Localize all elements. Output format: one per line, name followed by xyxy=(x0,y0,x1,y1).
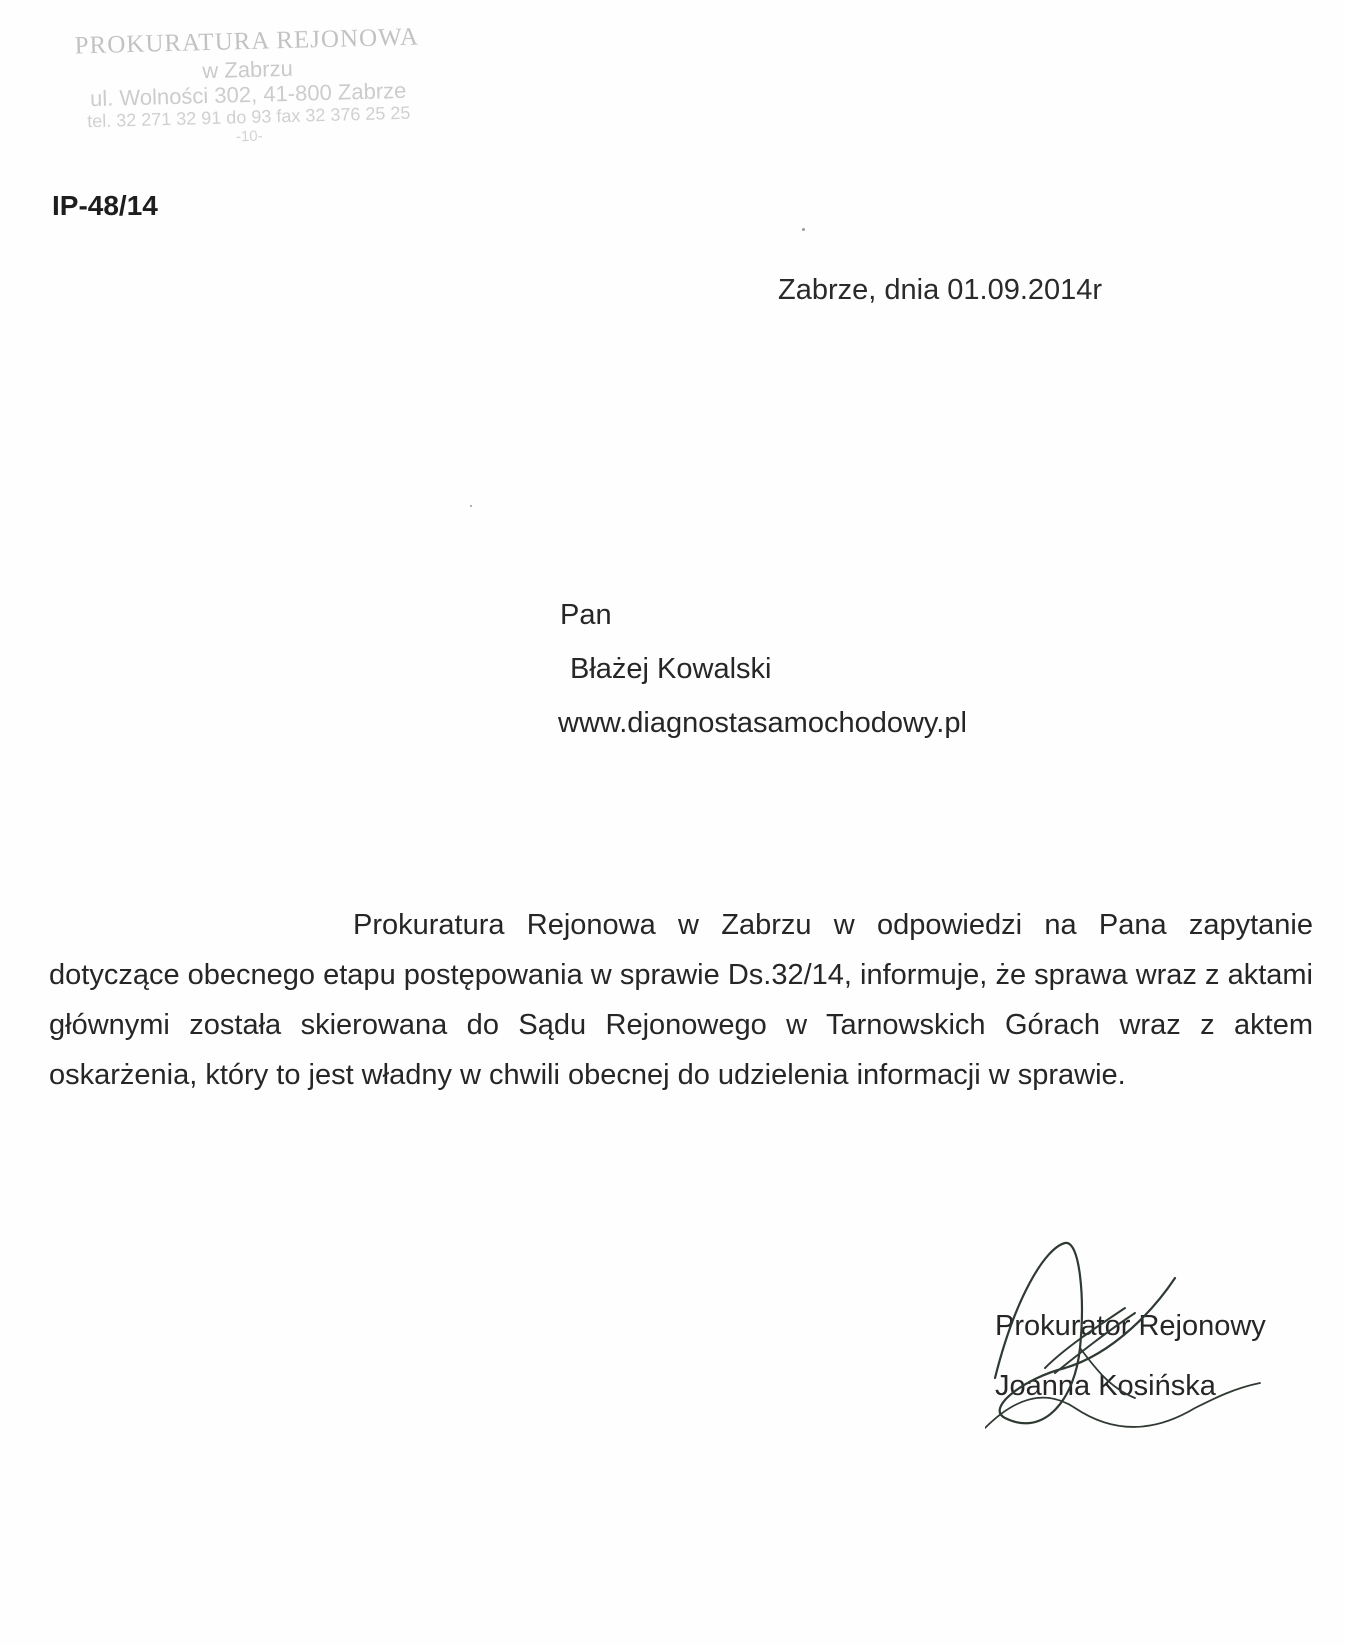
office-stamp xyxy=(57,23,440,150)
addressee-salutation: Pan xyxy=(560,599,612,631)
stamp-line-office: PROKURATURA REJONOWA xyxy=(74,23,420,60)
addressee-website: www.diagnostasamochodowy.pl xyxy=(558,707,967,739)
stamp-line-phone: tel. 32 271 32 91 do 93 fax 32 376 25 25 xyxy=(86,103,411,132)
signatory-title: Prokurator Rejonowy xyxy=(995,1310,1266,1342)
addressee-block xyxy=(560,588,967,750)
reference-number: IP-48/14 xyxy=(52,190,158,221)
scan-speck xyxy=(470,505,472,507)
stamp-line-city: w Zabrzu xyxy=(201,55,294,83)
letter-date: Zabrze, dnia 01.09.2014r xyxy=(778,274,1103,306)
letter-body: Prokuratura Rejonowa w Zabrzu w odpowiedzi na Pana zapytanie dotyczące obecnego etapu postępowania w sprawie Ds.32/14, informuje, że sprawa wraz z aktami głównymi została skierowana do Sądu Rejonowego w Tarnowskich Górach wraz z aktem oskarżenia, który to jest władny w chwili obecnej do udzielenia informacji w sprawie. xyxy=(49,909,1313,1091)
stamp-line-code: -10- xyxy=(235,127,263,146)
signature-block xyxy=(995,1296,1266,1416)
stamp-line-address: ul. Wolności 302, 41-800 Zabrze xyxy=(89,77,407,112)
scan-speck xyxy=(802,228,805,231)
signatory-name: Joanna Kosińska xyxy=(995,1370,1216,1402)
addressee-name: Błażej Kowalski xyxy=(570,653,772,685)
